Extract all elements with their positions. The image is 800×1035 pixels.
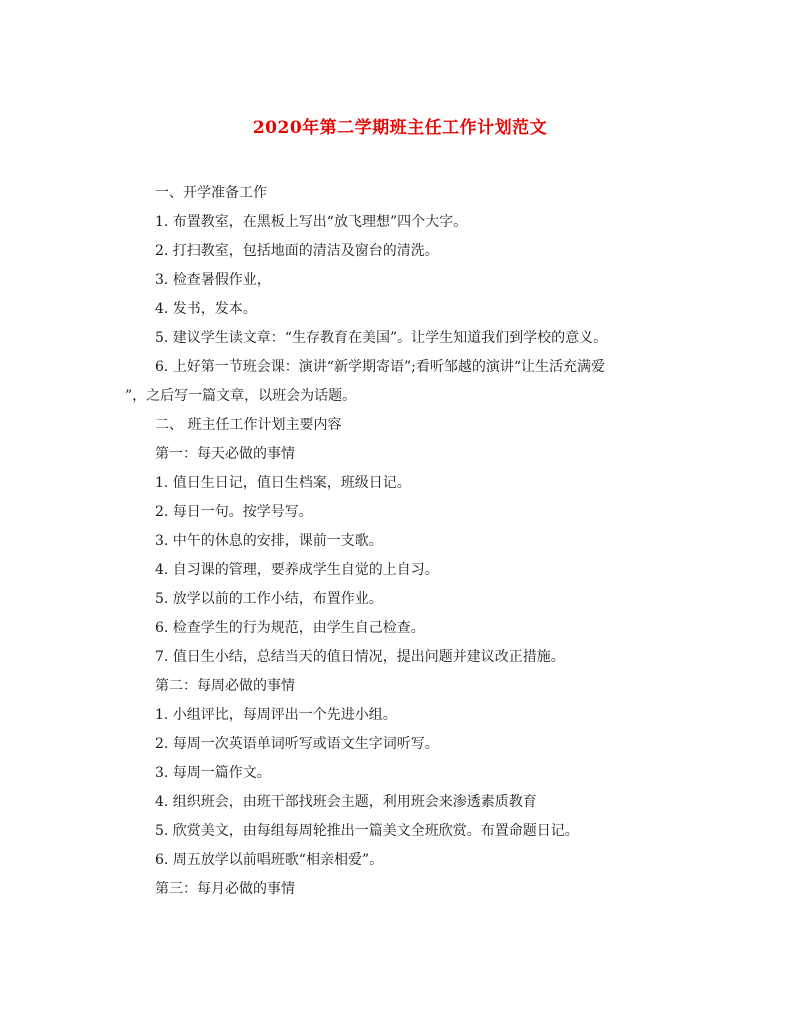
list-item: 6. 检查学生的行为规范，由学生自己检查。 xyxy=(155,620,425,636)
list-item: 6. 周五放学以前唱班歌“相亲相爱”。 xyxy=(155,852,384,868)
list-item: 5. 欣赏美文，由每组每周轮推出一篇美文全班欣赏。布置命题日记。 xyxy=(155,823,579,839)
list-item: 4. 组织班会，由班干部找班会主题，利用班会来渗透素质教育 xyxy=(155,794,537,810)
list-item: 4. 自习课的管理，要养成学生自觉的上自习。 xyxy=(155,562,439,578)
section-heading-preparation: 一、开学准备工作 xyxy=(155,185,267,201)
list-item: 1. 布置教室，在黑板上写出“放飞理想”四个大字。 xyxy=(155,214,468,230)
list-item: 1. 小组评比，每周评出一个先进小组。 xyxy=(155,707,397,723)
section-heading-main-content: 二、 班主任工作计划主要内容 xyxy=(155,417,342,433)
subsection-heading-monthly: 第三：每月必做的事情 xyxy=(155,881,295,897)
list-item: 6. 上好第一节班会课：演讲“新学期寄语”;看听邹越的演讲“让生活充满爱 xyxy=(155,359,605,375)
list-item: 2. 每日一句。按学号写。 xyxy=(155,504,313,520)
list-item: 3. 每周一篇作文。 xyxy=(155,765,271,781)
list-item: 4. 发书，发本。 xyxy=(155,301,257,317)
list-item: 3. 检查暑假作业， xyxy=(155,272,271,288)
subsection-heading-daily: 第一：每天必做的事情 xyxy=(155,446,295,462)
list-item-continuation: ”，之后写一篇文章，以班会为话题。 xyxy=(125,388,357,404)
list-item: 2. 每周一次英语单词听写或语文生字词听写。 xyxy=(155,736,439,752)
list-item: 2. 打扫教室，包括地面的清洁及窗台的清洗。 xyxy=(155,243,439,259)
list-item: 3. 中午的休息的安排，课前一支歌。 xyxy=(155,533,383,549)
list-item: 5. 放学以前的工作小结，布置作业。 xyxy=(155,591,383,607)
document-body xyxy=(125,179,675,904)
list-item: 7. 值日生小结，总结当天的值日情况，提出问题并建议改正措施。 xyxy=(155,649,565,665)
subsection-heading-weekly: 第二：每周必做的事情 xyxy=(155,678,295,694)
document-title: 2020年第二学期班主任工作计划范文 xyxy=(252,118,548,138)
list-item: 5. 建议学生读文章：“生存教育在美国”。让学生知道我们到学校的意义。 xyxy=(155,330,608,346)
list-item: 1. 值日生日记，值日生档案，班级日记。 xyxy=(155,475,411,491)
